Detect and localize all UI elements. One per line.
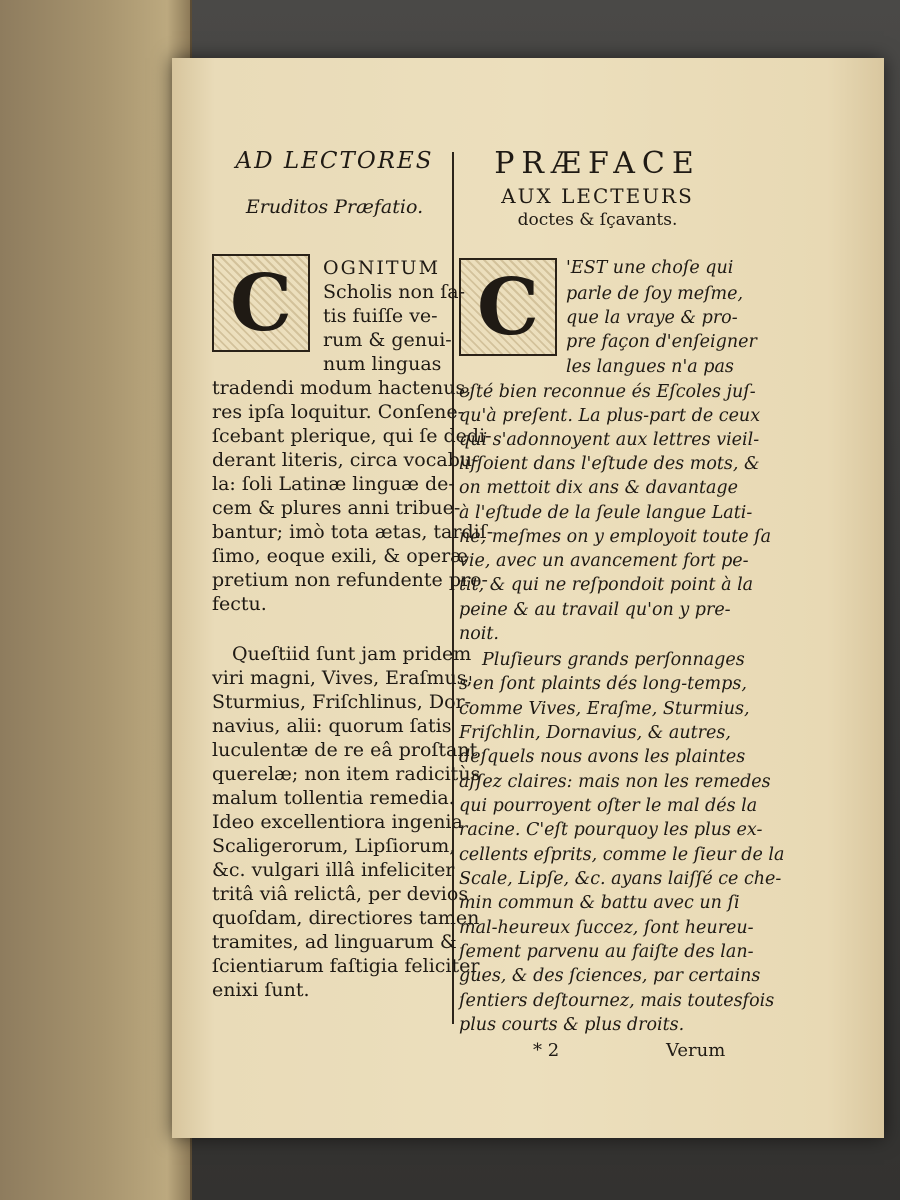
text-line: min commun & battu avec un ſi (459, 893, 740, 913)
text-line: qu'à preſent. La plus-part de ceux (459, 406, 761, 426)
text-line: quoſdam, directiores tamen (212, 907, 480, 929)
text-line: parle de ſoy meſme, (566, 284, 744, 304)
text-line: viri magni, Vives, Eraſmus, (212, 667, 473, 689)
text-line: Queſtiid ſunt jam pridem (232, 643, 472, 665)
text-line: on mettoit dix ans & davantage (459, 478, 738, 498)
text-line: querelæ; non item radicitùs (212, 763, 481, 785)
text-line: ſcientiarum faſtigia feliciter (212, 955, 480, 977)
text-line: ſimo, eoque exili, & operæ (212, 545, 469, 567)
text-line: les langues n'a pas (566, 357, 734, 377)
text-line: Scale, Lipſe, &c. ayans laiſſé ce che- (459, 869, 782, 889)
text-line: la: ſoli Latinæ linguæ de- (212, 473, 455, 495)
text-line: res ipſa loquitur. Conſene- (212, 401, 465, 423)
text-line: rum & genui- (323, 329, 452, 351)
text-line: aſſez claires: mais non les remedes (459, 772, 771, 792)
text-line: ſcebant plerique, qui ſe dedi- (212, 425, 492, 447)
text-line: Ideo excellentiora ingenia (212, 811, 463, 833)
text-line: cellents eſprits, comme le ſieur de la (459, 845, 785, 865)
text-line: qui s'adonnoyent aux lettres vieil- (459, 430, 760, 450)
text-line: Scholis non ſa- (323, 281, 466, 303)
text-line: vie, avec un avancement fort pe- (459, 551, 749, 571)
text-line: qui pourroyent oſter le mal dés la (459, 796, 758, 816)
french-subheading-line2: doctes & ſçavants. (517, 210, 678, 230)
text-line: ſement parvenu au faiſte des lan- (459, 942, 754, 962)
text-line: bantur; imò tota ætas, tardiſ- (212, 521, 494, 543)
text-line: Friſchlin, Dornavius, & autres, (459, 723, 731, 743)
text-line: fectu. (212, 593, 267, 615)
text-line: mal-heureux ſuccez, ſont heureu- (459, 918, 754, 938)
text-line: luculentæ de re eâ proſtant (212, 739, 478, 761)
text-line: OGNITUM (323, 257, 441, 279)
text-line: tradendi modum hactenus, (212, 377, 472, 399)
text-line: liſſoient dans l'eſtude des mots, & (459, 454, 760, 474)
text-line: 'EST une choſe qui (566, 258, 734, 278)
text-line: Sturmius, Friſchlinus, Dor- (212, 691, 472, 713)
facing-page-edge (0, 0, 192, 1200)
french-heading: PRÆFACE (494, 146, 701, 181)
text-line: gues, & des ſciences, par certains (459, 966, 761, 986)
text-line: enixi ſunt. (212, 979, 310, 1001)
latin-subheading: Eruditos Præfatio. (245, 196, 424, 218)
text-line: tritâ viâ relictâ, per devios (212, 883, 469, 905)
decorated-initial-right (459, 258, 557, 356)
text-line: Scaligerorum, Lipſiorum, (212, 835, 456, 857)
text-line: à l'eſtude de la ſeule langue Lati- (459, 503, 753, 523)
text-line: comme Vives, Eraſme, Sturmius, (459, 699, 750, 719)
text-line: racine. C'eſt pourquoy les plus ex- (459, 820, 763, 840)
text-line: num linguas (323, 353, 442, 375)
text-line: Pluſieurs grands perſonnages (482, 650, 745, 670)
text-line: plus courts & plus droits. (459, 1015, 685, 1035)
catchword: Verum (666, 1040, 726, 1061)
initial-letter: C (229, 257, 293, 349)
latin-heading: AD LECTORES (235, 148, 434, 174)
french-subheading (465, 184, 730, 232)
text-line: navius, alii: quorum ſatis (212, 715, 452, 737)
text-line: pre façon d'enſeigner (566, 332, 757, 352)
text-line: tramites, ad linguarum & (212, 931, 457, 953)
decorated-initial-left (212, 254, 310, 352)
text-line: deſquels nous avons les plaintes (459, 747, 746, 767)
initial-letter: C (476, 261, 540, 353)
text-line: malum tollentia remedia. (212, 787, 455, 809)
signature-mark: * 2 (533, 1040, 560, 1061)
text-line: pretium non refundente pro- (212, 569, 488, 591)
text-line: &c. vulgari illâ infeliciter (212, 859, 455, 881)
text-line: tit, & qui ne reſpondoit point à la (459, 575, 754, 595)
text-line: eſté bien reconnue és Eſcoles juſ- (459, 382, 756, 402)
text-line: ſentiers deſtournez, mais toutesfois (459, 991, 775, 1011)
text-line: ne, meſmes on y employoit toute ſa (459, 527, 772, 547)
text-line: derant literis, circa vocabu- (212, 449, 479, 471)
text-line: noit. (459, 624, 499, 644)
text-line: cem & plures anni tribue- (212, 497, 461, 519)
text-line: peine & au travail qu'on y pre- (459, 600, 731, 620)
text-line: s'en ſont plaints dés long-temps, (459, 674, 747, 694)
french-subheading-line1: AUX LECTEURS (501, 184, 694, 208)
text-line: tis fuiſſe ve- (323, 305, 438, 327)
text-line: que la vraye & pro- (566, 308, 738, 328)
